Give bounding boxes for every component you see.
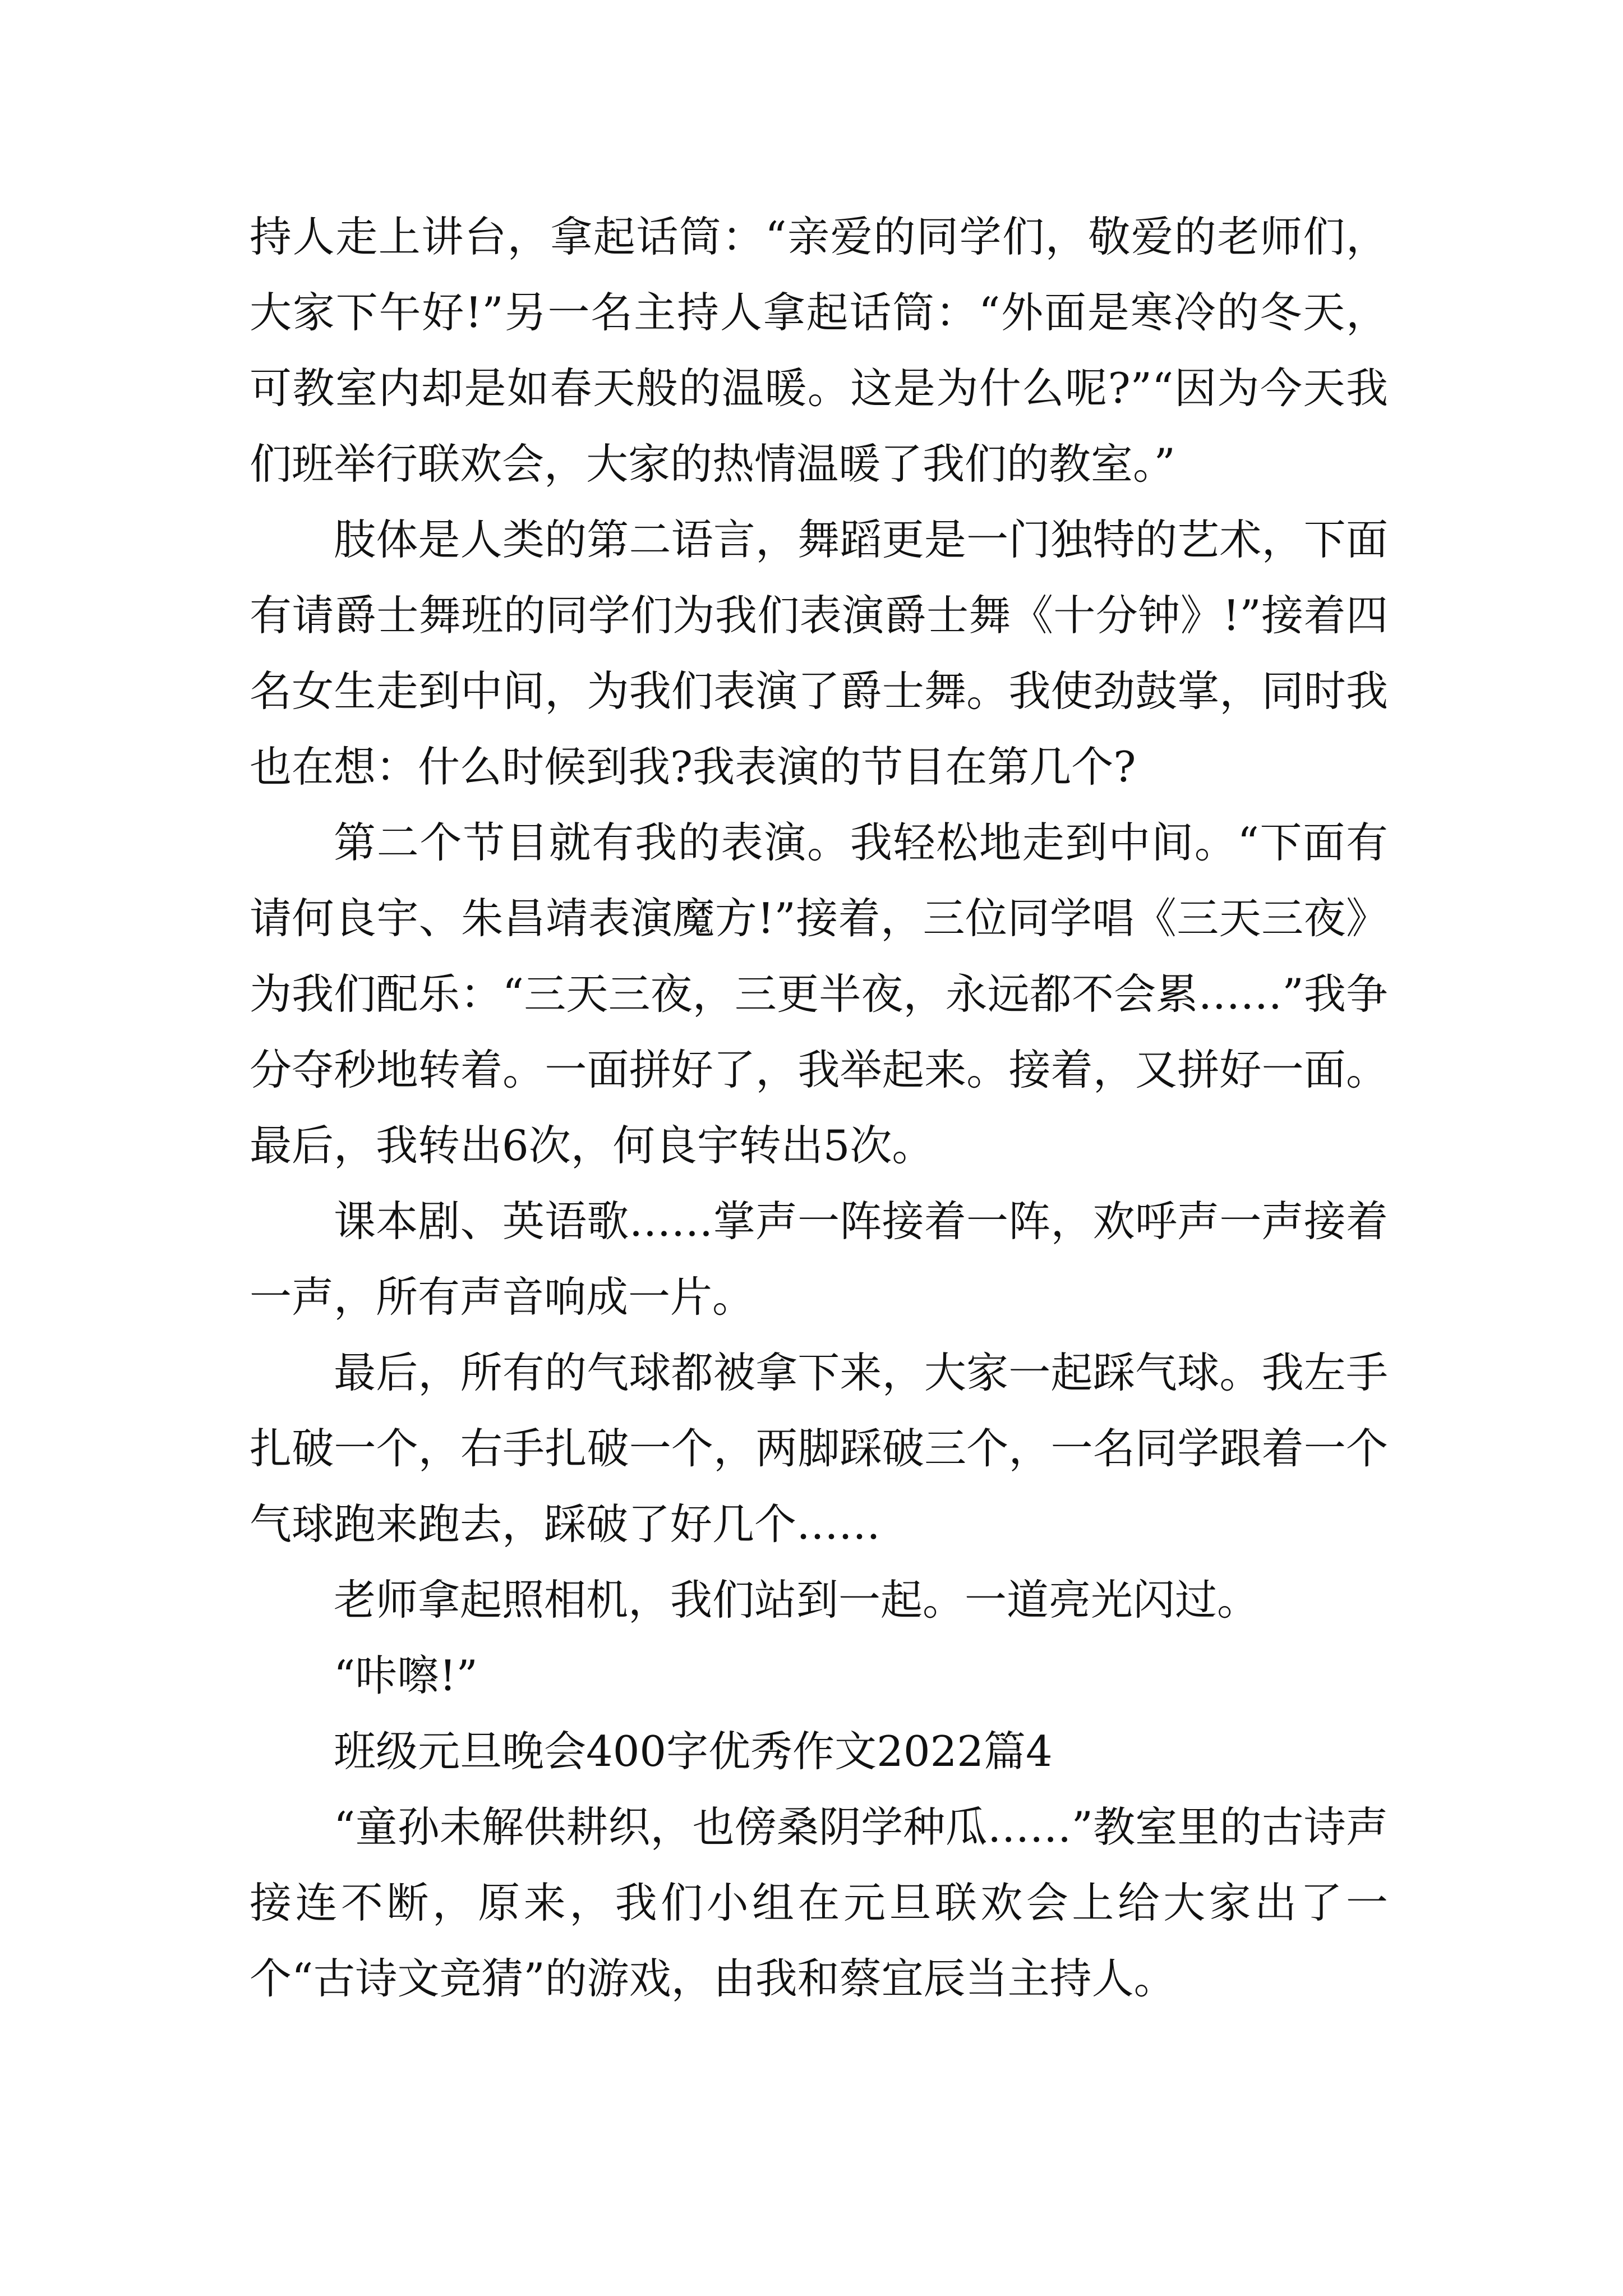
paragraph-5: 最后，所有的气球都被拿下来，大家一起踩气球。我左手扎破一个，右手扎破一个，两脚踩破三个，一名同学跟着一个气球跑来跑去，踩破了好几个…… xyxy=(250,1348,1388,1549)
paragraph-3: 第二个节目就有我的表演。我轻松地走到中间。“下面有请何良宇、朱昌靖表演魔方!”接着，三位同学唱《三天三夜》为我们配乐：“三天三夜，三更半夜，永远都不会累……”我争分夺秒地转着。一面拼好了，我举起来。接着，又拼好一面。最后，我转出6次，何良宇转出5次。 xyxy=(250,818,1388,1170)
paragraph-2: 肢体是人类的第二语言，舞蹈更是一门独特的艺术，下面有请爵士舞班的同学们为我们表演爵士舞《十分钟》!”接着四名女生走到中间，为我们表演了爵士舞。我使劲鼓掌，同时我也在想：什么时候到我?我表演的节目在第几个? xyxy=(250,515,1388,792)
paragraph-6: 老师拿起照相机，我们站到一起。一道亮光闪过。 xyxy=(334,1575,1260,1625)
paragraph-9: “童孙未解供耕织，也傍桑阴学种瓜……”教室里的古诗声接连不断，原来，我们小组在元旦联欢会上给大家出了一个“古诗文竞猜”的游戏，由我和蔡宜辰当主持人。 xyxy=(250,1802,1388,2003)
document-body xyxy=(250,199,1388,2017)
paragraph-4: 课本剧、英语歌……掌声一阵接着一阵，欢呼声一声接着一声，所有声音响成一片。 xyxy=(250,1197,1388,1322)
paragraph-7: “咔嚓!” xyxy=(334,1651,478,1700)
section-heading: 班级元旦晚会400字优秀作文2022篇4 xyxy=(334,1727,1053,1776)
paragraph-1: 持人走上讲台，拿起话筒：“亲爱的同学们，敬爱的老师们，大家下午好!”另一名主持人拿起话筒：“外面是寒冷的冬天，可教室内却是如春天般的温暖。这是为什么呢?”“因为今天我们班举行联欢会，大家的热情温暖了我们的教室。” xyxy=(250,212,1388,489)
